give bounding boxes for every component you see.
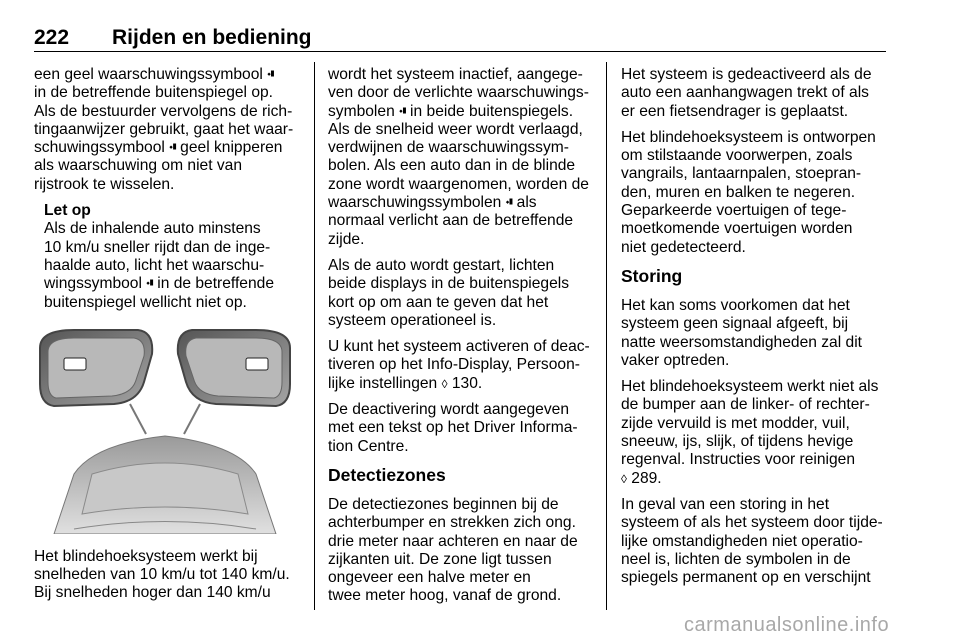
text-line: wordt het systeem inactief, aangege-	[328, 66, 583, 83]
blind-spot-symbol-icon: ⬩∎	[146, 278, 153, 290]
text-line: zijde vervuild is met modder, vuil,	[621, 414, 850, 432]
text-line: buitenspiegel wellicht niet op.	[44, 293, 247, 311]
column-1	[34, 66, 300, 603]
text-line: In geval van een storing in het	[621, 495, 830, 513]
paragraph	[34, 548, 300, 603]
text-line: moetkomende voertuigen worden	[621, 220, 853, 238]
text-line: De deactivering wordt aangegeven	[328, 401, 569, 419]
column-divider	[314, 62, 315, 610]
text-line: Het systeem is gedeactiveerd als de	[621, 66, 872, 83]
blind-spot-symbol-icon: ⬩∎	[505, 197, 513, 209]
text-line: de bumper aan de linker- of rechter-	[621, 396, 870, 414]
page-reference-icon: ◊	[441, 376, 448, 391]
text-line: kort op om aan te geven dat het	[328, 293, 549, 311]
text-line: vaker optreden.	[621, 351, 730, 369]
page-reference[interactable]: 130.	[451, 374, 483, 392]
column-divider	[606, 62, 607, 610]
text-line: waarschuwingssymbolen	[328, 194, 502, 212]
text-line: De detectiezones beginnen bij de	[328, 495, 559, 513]
text-line: achterbumper en strekken zich ong.	[328, 514, 576, 532]
text-line: verdwijnen de waarschuwingssym-	[328, 139, 569, 157]
text-line: Bij snelheden hoger dan 140 km/u	[34, 584, 271, 602]
text-line: Het blindehoeksysteem werkt niet als	[621, 378, 879, 396]
text-line: natte weersomstandigheden zal dit	[621, 333, 862, 351]
section-heading: Detectiezones	[328, 464, 446, 485]
text-line: 10 km/u sneller rijdt dan de inge-	[44, 238, 271, 256]
text-line: systeem geen signaal afgeeft, bij	[621, 315, 849, 333]
text-line: wingssymbool	[44, 275, 142, 293]
paragraph	[328, 401, 594, 456]
text-line: twee meter hoog, vanaf de grond.	[328, 587, 562, 605]
car-mirrors-image	[34, 324, 296, 534]
text-line: ven door de verlichte waarschuwings-	[328, 84, 589, 102]
text-line: ongeveer een halve meter en	[328, 569, 531, 587]
text-line: zijde.	[328, 230, 365, 248]
text-line: systeem of als het systeem door tijde-	[621, 514, 883, 532]
text-line: tion Centre.	[328, 437, 409, 455]
text-line: symbolen	[328, 102, 395, 120]
blind-spot-symbol-icon: ⬩∎	[399, 105, 406, 117]
paragraph	[621, 297, 891, 370]
note-title: Let op	[44, 202, 91, 220]
text-line: normaal verlicht aan de betreffende	[328, 212, 574, 230]
text-line: Geparkeerde voertuigen of tege-	[621, 202, 847, 220]
text-line: om stilstaande voorwerpen, zoals	[621, 147, 853, 165]
text-line: zone wordt waargenomen, worden de	[328, 175, 589, 193]
text-line: zijkanten uit. De zone ligt tussen	[328, 550, 552, 568]
text-line: Het kan soms voorkomen dat het	[621, 296, 850, 314]
text-line: als waarschuwing om niet van	[34, 157, 243, 175]
text-line: Het blindehoeksysteem is ontworpen	[621, 128, 876, 146]
text-line: Als de auto wordt gestart, lichten	[328, 256, 555, 274]
mirror-illustration	[34, 324, 296, 534]
text-line: snelheden van 10 km/u tot 140 km/u.	[34, 566, 290, 584]
text-line: niet gedetecteerd.	[621, 238, 746, 256]
text-line: schuwingssymbool	[34, 139, 165, 157]
text-line: Als de snelheid weer wordt verlaagd,	[328, 120, 583, 138]
text-line: auto een aanhangwagen trekt of als	[621, 84, 869, 102]
paragraph	[328, 257, 594, 330]
text-line: rijstrook te wisselen.	[34, 175, 175, 193]
text-line: spiegels permanent op en verschijnt	[621, 569, 871, 587]
text-line: den, muren en balken te negeren.	[621, 183, 856, 201]
page-title: Rijden en bediening	[112, 26, 312, 49]
paragraph	[328, 338, 594, 393]
paragraph	[621, 496, 891, 587]
page-reference[interactable]: 289.	[631, 469, 662, 487]
blind-spot-symbol-icon: ⬩∎	[267, 69, 274, 80]
text-line: U kunt het systeem activeren of deac-	[328, 338, 590, 356]
paragraph	[621, 66, 891, 121]
text-line: regenval. Instructies voor reinigen	[621, 451, 856, 469]
text-line: in beide buitenspiegels.	[410, 102, 574, 120]
paragraph	[621, 378, 891, 488]
text-line: systeem operationeel is.	[328, 311, 497, 329]
page-reference-icon: ◊	[621, 471, 627, 486]
page-number: 222	[34, 26, 70, 49]
paragraph	[328, 66, 594, 249]
text-line: neel is, lichten de symbolen in de	[621, 550, 851, 568]
text-line: beide displays in de buitenspiegels	[328, 275, 570, 293]
text-line: sneeuw, ijs, slijk, of tijdens hevige	[621, 433, 854, 451]
text-line: een geel waarschuwingssymbool	[34, 66, 263, 83]
text-line: er een fietsendrager is geplaatst.	[621, 102, 849, 120]
text-line: als	[516, 194, 537, 212]
text-line: lijke omstandigheden niet operatio-	[621, 532, 863, 550]
text-line: Als de bestuurder vervolgens de rich-	[34, 102, 293, 120]
text-line: in de betreffende buitenspiegel op.	[34, 84, 274, 102]
note-box	[34, 202, 300, 312]
text-line: haalde auto, licht het waarschu-	[44, 256, 265, 274]
text-line: met een tekst op het Driver Informa-	[328, 419, 578, 437]
paragraph	[34, 66, 300, 194]
text-line: Het blindehoeksysteem werkt bij	[34, 547, 258, 565]
header-rule	[34, 51, 886, 52]
text-line: lijke instellingen	[328, 374, 438, 392]
paragraph	[328, 496, 594, 606]
text-line: drie meter naar achteren en naar de	[328, 532, 578, 550]
text-line: in de betreffende	[157, 275, 274, 293]
column-2	[328, 66, 594, 606]
text-line: bolen. Als een auto dan in de blinde	[328, 157, 576, 175]
watermark: carmanualsonline.info	[684, 614, 890, 636]
text-line: geel knipperen	[180, 139, 283, 157]
text-line: vangrails, lantaarnpalen, stoepran-	[621, 165, 862, 183]
column-3	[621, 66, 891, 587]
section-heading: Storing	[621, 265, 683, 286]
blind-spot-symbol-icon: ⬩∎	[169, 142, 176, 154]
text-line: tingaanwijzer gebruikt, gaat het waar-	[34, 120, 294, 138]
paragraph	[621, 129, 891, 257]
text-line: Als de inhalende auto minstens	[44, 220, 261, 238]
text-line: tiveren op het Info-Display, Persoon-	[328, 356, 580, 374]
